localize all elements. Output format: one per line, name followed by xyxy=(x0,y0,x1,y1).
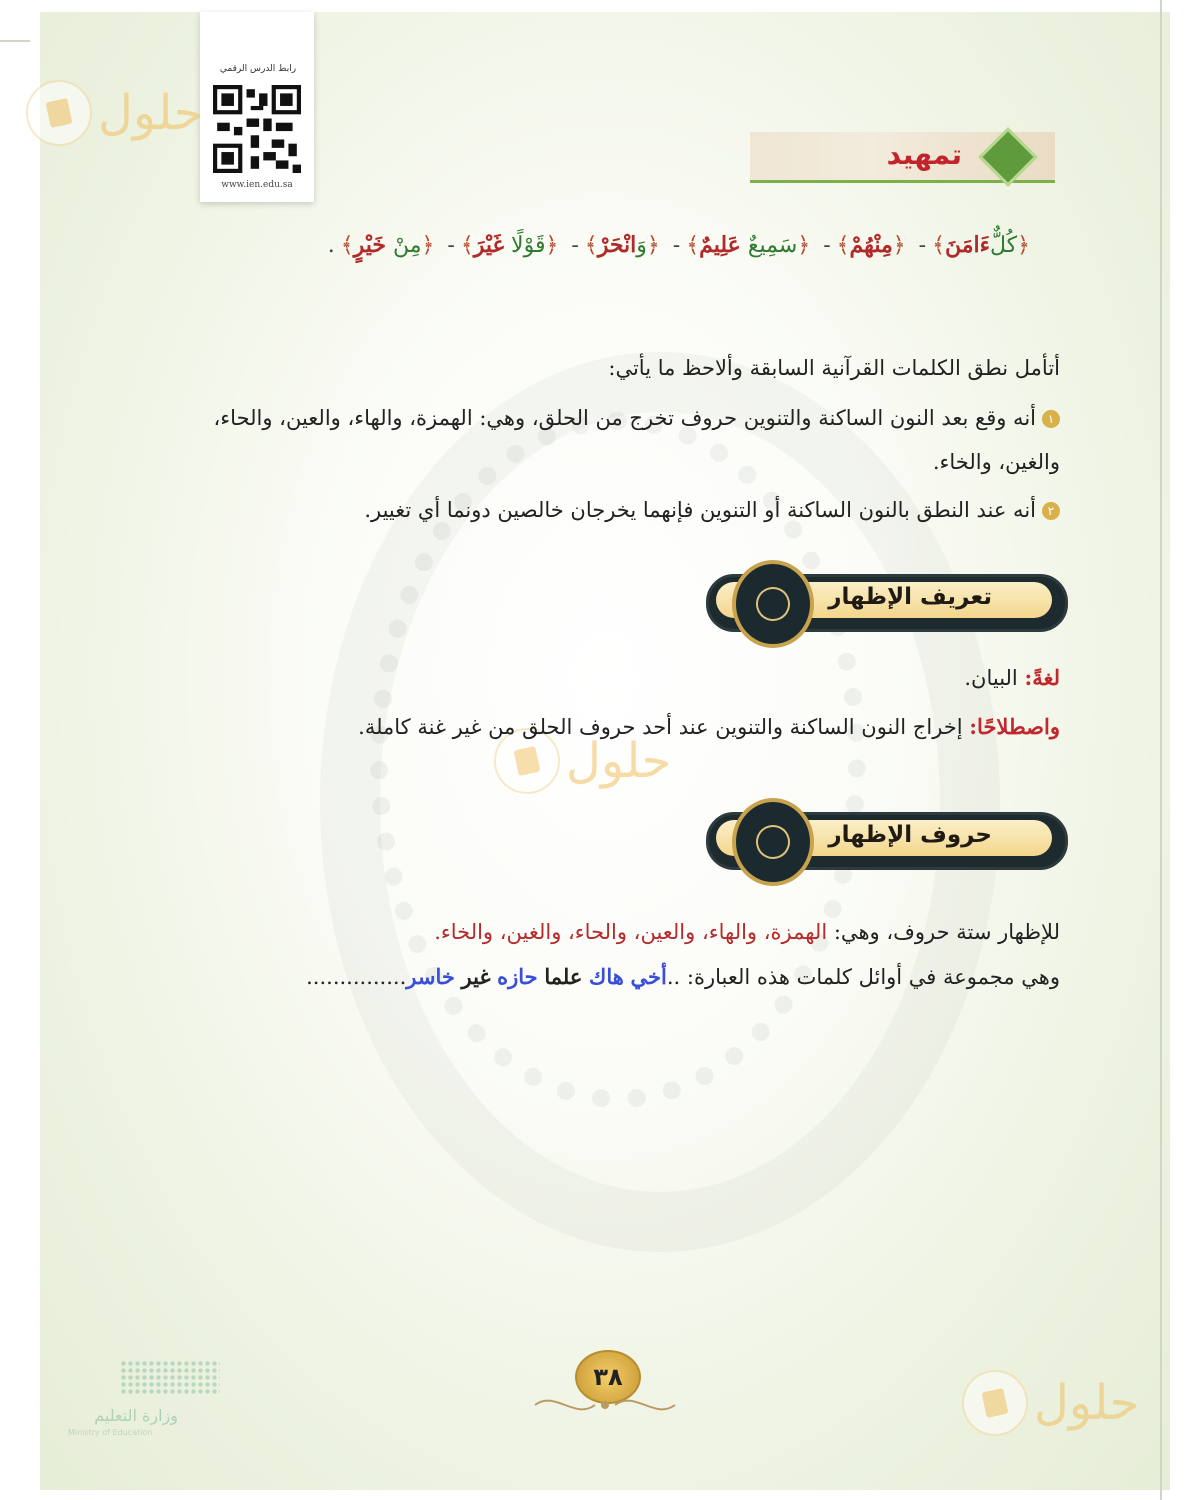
quran-word: ﴿وَانْحَرْ﴾ xyxy=(584,232,660,258)
mnemonic-word: غير xyxy=(461,964,491,989)
definition-istilah xyxy=(150,714,1060,739)
watermark-bottom-right xyxy=(962,1370,1139,1436)
ministry-subtitle: Ministry of Education xyxy=(68,1428,153,1437)
qr-url[interactable]: www.ien.edu.sa xyxy=(221,180,293,190)
quran-word: ﴿سَمِيعٌ عَلِيمٌ﴾ xyxy=(686,232,811,258)
definition-label: لغةً: xyxy=(1024,665,1060,690)
ministry-dots-icon xyxy=(120,1360,220,1396)
point-text: أنه عند النطق بالنون الساكنة أو التنوين فإنهما يخرجان خالصين دونما أي تغيير. xyxy=(364,498,1036,522)
definition-lugha xyxy=(150,665,1060,690)
mnemonic-word: خاسر xyxy=(406,964,455,989)
watermark-text: حلول xyxy=(1034,1375,1140,1431)
letters-list: الهمزة، والهاء، والعين، والحاء، والغين، والخاء. xyxy=(434,920,828,944)
section-title-text: تعريف الإظهار xyxy=(828,584,992,610)
section-heading: تمهيد xyxy=(886,138,962,171)
definition-text: إخراج النون الساكنة والتنوين عند أحد حروف الحلق من غير غنة كاملة. xyxy=(358,715,963,739)
flourish-ornament-icon xyxy=(530,1390,680,1420)
mnemonic-line xyxy=(150,964,1060,989)
quran-word: ﴿كُلٌّءَامَنَ﴾ xyxy=(932,232,1030,258)
watermark-top-left xyxy=(26,80,203,146)
page-edge-line xyxy=(1160,0,1162,1500)
ministry-name: وزارة التعليم xyxy=(94,1406,178,1425)
mnemonic-intro: وهي مجموعة في أوائل كلمات هذه العبارة: .. xyxy=(666,965,1060,989)
letters-line xyxy=(150,920,1060,944)
flower-medallion-icon xyxy=(732,560,814,648)
page-number-ornament xyxy=(530,1350,680,1430)
definition-label: واصطلاحًا: xyxy=(969,714,1060,739)
mnemonic-word: هاك xyxy=(589,964,624,989)
letters-intro: للإظهار ستة حروف، وهي: xyxy=(833,920,1060,944)
flower-medallion-icon xyxy=(732,798,814,886)
section-title-letters xyxy=(706,806,1062,870)
quran-words-row: ﴿كُلٌّءَامَنَ﴾- ﴿مِنْهُمْ﴾- ﴿سَمِيعٌ عَلِيمٌ﴾- ﴿وَانْحَرْ﴾- ﴿قَوْلًا غَيْرَ﴾- ﴿مِنْ خَيْرٍ﴾. xyxy=(327,232,1030,258)
quran-word: ﴿قَوْلًا غَيْرَ﴾ xyxy=(460,232,559,258)
crop-mark xyxy=(0,40,30,42)
intro-text: أتأمل نطق الكلمات القرآنية السابقة وألاحظ ما يأتي: xyxy=(608,356,1060,380)
qr-code[interactable] xyxy=(213,85,301,173)
page-number: ٣٨ xyxy=(575,1350,641,1404)
point-1 xyxy=(150,396,1060,484)
point-number-badge: ١ xyxy=(1042,410,1060,428)
watermark-seal-icon xyxy=(26,80,92,146)
ministry-logo xyxy=(62,1360,232,1450)
quran-word: ﴿مِنْهُمْ﴾ xyxy=(836,232,906,258)
answer-blank[interactable]: ............... xyxy=(306,965,407,989)
point-text: أنه وقع بعد النون الساكنة والتنوين حروف تخرج من الحلق، وهي: الهمزة، والهاء، والعين، والحاء، والغين، والخاء. xyxy=(213,406,1060,474)
point-2 xyxy=(150,488,1060,532)
point-number-badge: ٢ xyxy=(1042,502,1060,520)
section-title-text: حروف الإظهار xyxy=(828,822,992,848)
section-title-definition xyxy=(706,568,1062,632)
watermark-text: حلول xyxy=(98,85,204,141)
mnemonic-word: علما xyxy=(544,964,583,989)
definition-text: البيان. xyxy=(964,666,1018,690)
mnemonic-word: أخي xyxy=(630,964,667,989)
qr-caption: رابط الدرس الرقمي xyxy=(219,64,297,74)
quran-word: ﴿مِنْ خَيْرٍ﴾ xyxy=(340,232,435,258)
watermark-text: حلول xyxy=(566,733,672,789)
watermark-seal-icon xyxy=(962,1370,1028,1436)
mnemonic-word: حازه xyxy=(497,964,538,989)
